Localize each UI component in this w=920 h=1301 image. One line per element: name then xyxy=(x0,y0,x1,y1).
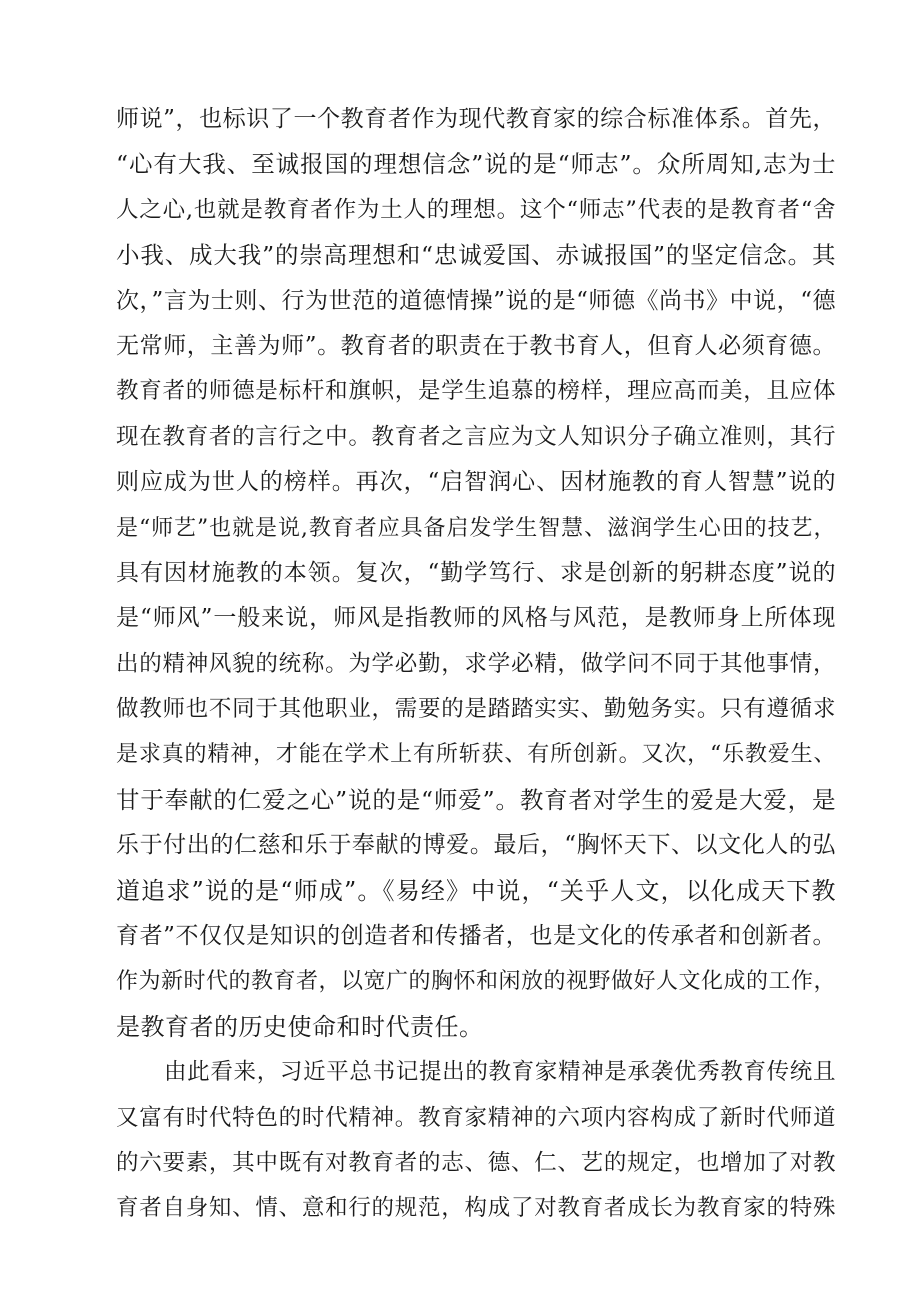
text-line: 具有因材施教的本领。复次，“勤学笃行、求是创新的躬耕态度”说的 xyxy=(116,559,836,586)
document-body xyxy=(116,97,836,1232)
text-line: 出的精神风貌的统称。为学必勤，求学必精，做学问不同于其他事情， xyxy=(116,650,836,677)
text-line: 作为新时代的教育者，以宽广的胸怀和闲放的视野做好人文化成的工作， xyxy=(116,969,837,995)
text-line: 育者自身知、情、意和行的规范，构成了对教育者成长为教育家的特殊 xyxy=(116,1195,836,1222)
text-line: 道追求”说的是“师成”。《易经》中说，“关乎人文，以化成天下教 xyxy=(116,876,836,905)
text-line: 次，”言为士则、行为世范的道德情操”说的是“师德《尚书》中说，“德 xyxy=(116,287,836,314)
text-line: 小我、成大我”的崇高理想和“忠诚爱国、赤诚报国”的坚定信念。其 xyxy=(116,241,836,270)
text-line: 做教师也不同于其他职业，需要的是踏踏实实、勤勉务实。只有遵循求 xyxy=(116,696,836,723)
text-line: 甘于奉献的仁爱之心”说的是“师爱”。教育者对学生的爱是大爱，是 xyxy=(116,785,836,814)
text-line: 是教育者的历史使命和时代责任。 xyxy=(116,1012,484,1041)
text-line: 的六要素，其中既有对教育者的志、德、仁、艺的规定，也增加了对教 xyxy=(116,1149,836,1176)
text-line: 育者”不仅仅是知识的创造者和传播者，也是文化的传承者和创新者。 xyxy=(116,923,836,950)
text-line: 又富有时代特色的时代精神。教育家精神的六项内容构成了新时代师道 xyxy=(116,1104,836,1131)
text-line: 师说”，也标识了一个教育者作为现代教育家的综合标准体系。首先， xyxy=(116,106,836,132)
text-line: “心有大我、至诚报国的理想信念”说的是“师志”。众所周知,志为士 xyxy=(116,150,836,179)
paragraph-2 xyxy=(116,1050,836,1232)
text-line: 是“师风”一般来说，师风是指教师的风格与风范，是教师身上所体现 xyxy=(116,605,836,632)
text-line: 现在教育者的言行之中。教育者之言应为文人知识分子确立准则，其行 xyxy=(116,423,836,450)
text-line: 是“师艺”也就是说,教育者应具备启发学生智慧、滋润学生心田的技艺， xyxy=(116,515,836,541)
text-line: 由此看来，习近平总书记提出的教育家精神是承袭优秀教育传统且 xyxy=(164,1059,836,1086)
text-line: 是求真的精神，才能在学术上有所斩获、有所创新。又次，“乐教爱生、 xyxy=(116,742,836,768)
text-line: 乐于付出的仁慈和乐于奉献的博爱。最后，“胸怀天下、以文化人的弘 xyxy=(116,832,836,859)
text-line: 教育者的师德是标杆和旗帜，是学生追慕的榜样，理应高而美，且应体 xyxy=(116,378,836,405)
text-line: 人之心,也就是教育者作为土人的理想。这个“师志”代表的是教育者“舍 xyxy=(116,196,836,223)
text-line: 无常师，主善为师”。教育者的职责在于教书育人，但育人必须育德。 xyxy=(116,332,836,359)
paragraph-1 xyxy=(116,97,836,1050)
text-line: 则应成为世人的榜样。再次，“启智润心、因材施教的育人智慧”说的 xyxy=(116,469,836,496)
